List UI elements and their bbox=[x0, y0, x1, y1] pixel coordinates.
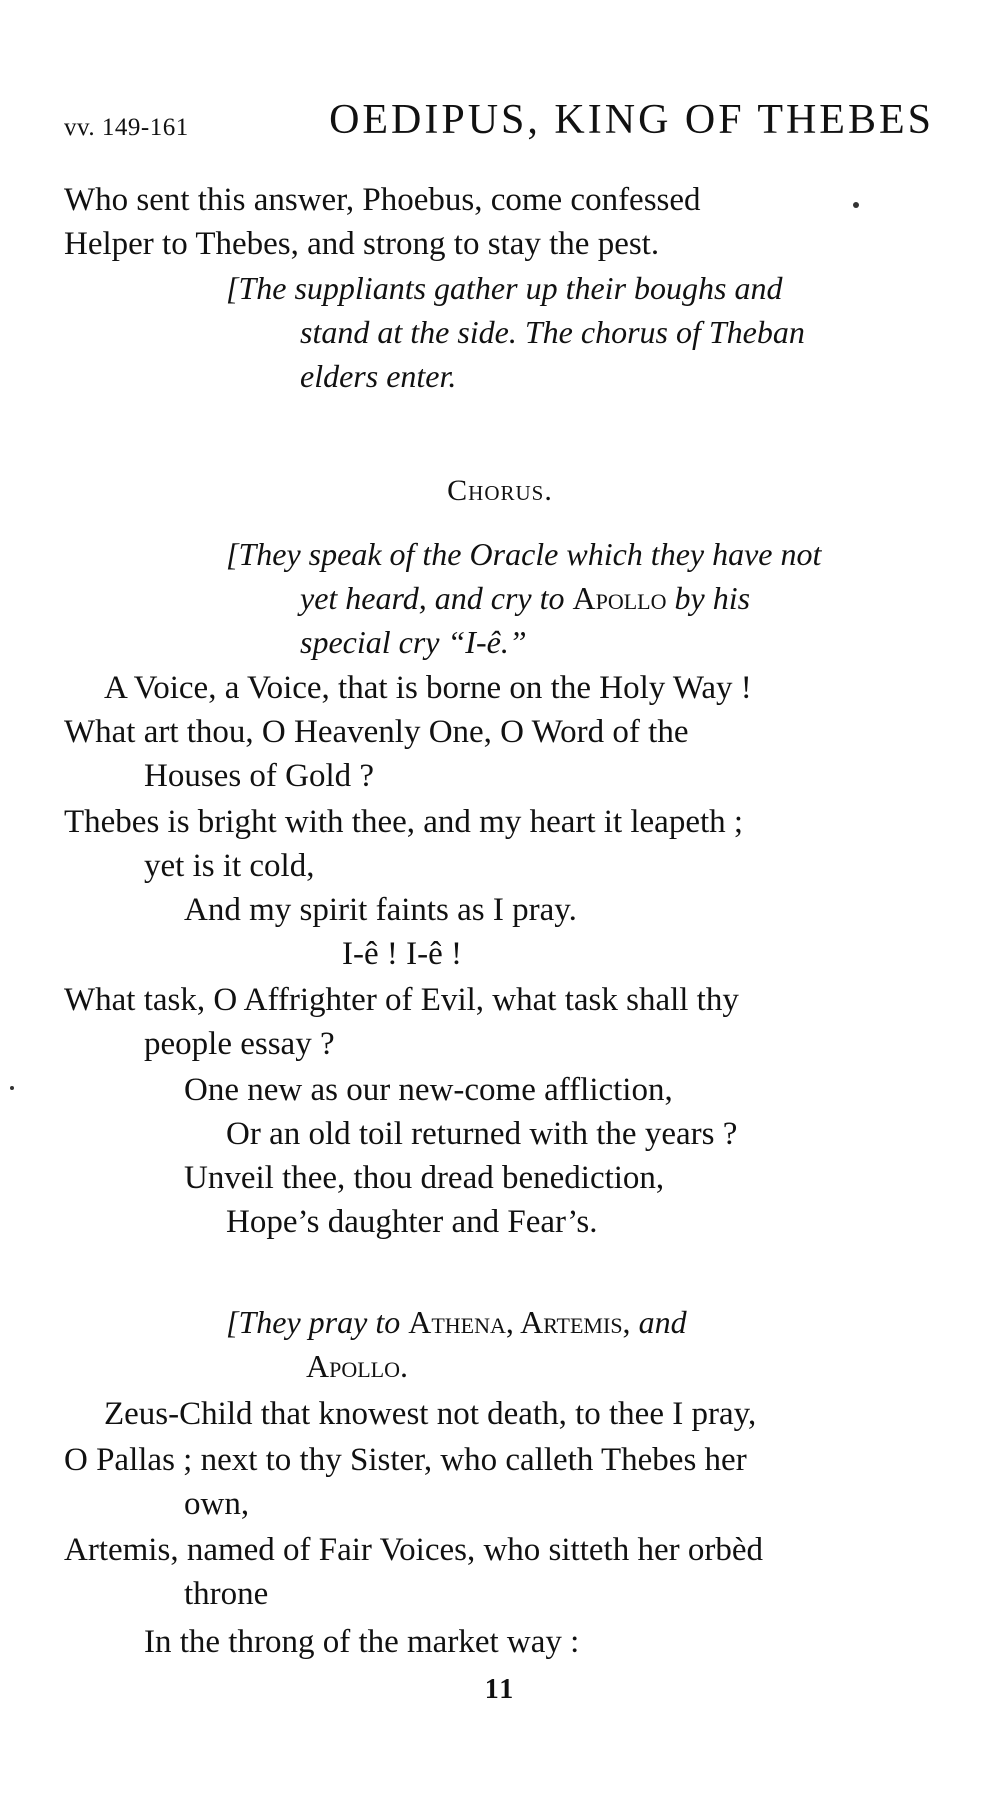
verse-line: And my spirit faints as I pray. bbox=[184, 892, 577, 928]
verse-line: Artemis, named of Fair Voices, who sitteth her orbèd bbox=[64, 1532, 763, 1568]
verse-line: Zeus-Child that knowest not death, to thee I pray, bbox=[104, 1396, 757, 1432]
stage-direction: [They pray to Athena, Artemis, and bbox=[226, 1304, 687, 1340]
stage-direction: stand at the side. The chorus of Theban bbox=[300, 314, 805, 350]
stage-direction: yet heard, and cry to Apollo by his bbox=[300, 580, 751, 616]
stage-direction: elders enter. bbox=[300, 358, 457, 394]
ink-speck bbox=[853, 202, 859, 208]
verse-reference: vv. 149-161 bbox=[64, 114, 189, 141]
verse-line: Unveil thee, thou dread benediction, bbox=[184, 1160, 665, 1196]
verse-line: throne bbox=[184, 1576, 269, 1612]
verse-line: What art thou, O Heavenly One, O Word of the bbox=[64, 714, 689, 750]
stage-direction: [The suppliants gather up their boughs and bbox=[226, 270, 783, 306]
names-athena-artemis: Athena, Artemis, bbox=[408, 1304, 631, 1340]
verse-line: own, bbox=[184, 1486, 250, 1522]
running-title: OEDIPUS, KING OF THEBES bbox=[329, 97, 934, 143]
verse-line: In the throng of the market way : bbox=[144, 1624, 580, 1660]
verse-line: O Pallas ; next to thy Sister, who calleth Thebes her bbox=[64, 1442, 747, 1478]
verse-line: Or an old toil returned with the years ? bbox=[226, 1116, 738, 1152]
stage-direction: special cry “I-ê.” bbox=[300, 624, 527, 660]
verse-line: I-ê ! I-ê ! bbox=[342, 936, 462, 972]
verse-line: yet is it cold, bbox=[144, 848, 315, 884]
verse-line: Helper to Thebes, and strong to stay the pest. bbox=[64, 226, 660, 262]
stage-direction bbox=[306, 1346, 408, 1386]
verse-line: Thebes is bright with thee, and my heart it leapeth ; bbox=[64, 804, 744, 840]
verse-line: One new as our new-come affliction, bbox=[184, 1072, 673, 1108]
name-apollo: Apollo. bbox=[306, 1348, 408, 1384]
verse-line: What task, O Affrighter of Evil, what task shall thy bbox=[64, 982, 739, 1018]
verse-line: Hope’s daughter and Fear’s. bbox=[226, 1204, 598, 1240]
verse-line: people essay ? bbox=[144, 1026, 335, 1062]
ink-speck bbox=[10, 1086, 14, 1090]
verse-line: A Voice, a Voice, that is borne on the Holy Way ! bbox=[104, 670, 752, 706]
page-header bbox=[64, 96, 934, 156]
verse-line: Houses of Gold ? bbox=[144, 758, 375, 794]
stage-direction: [They speak of the Oracle which they have not bbox=[226, 536, 822, 572]
speaker-heading: Chorus. bbox=[447, 474, 553, 507]
page-number: 11 bbox=[484, 1674, 516, 1705]
name-apollo: Apollo bbox=[572, 580, 667, 616]
verse-line: Who sent this answer, Phoebus, come confessed bbox=[64, 182, 701, 218]
